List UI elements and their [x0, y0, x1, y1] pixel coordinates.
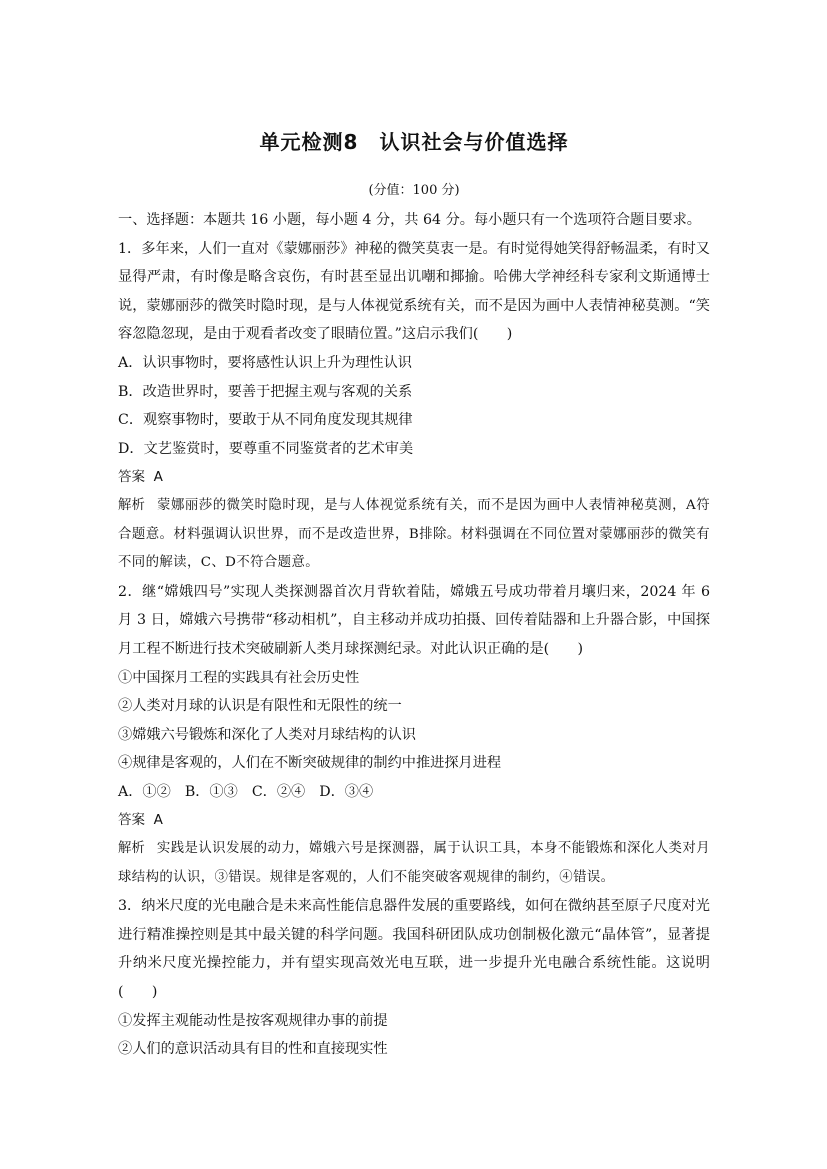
question-2-item-1: ①中国探月工程的实践具有社会历史性 [118, 669, 360, 686]
analysis-text: 蒙娜丽莎的微笑时隐时现，是与人体视觉系统有关，而不是因为画中人表情神秘莫测，A符合题意。材料强调认识世界，而不是改造世界，B排除。材料强调在不同位置对蒙娜丽莎的微笑有不同的解读，C、D不符合题意。 [118, 497, 711, 571]
answer-label: 答案 [118, 469, 145, 486]
question-3-stem: 3．纳米尺度的光电融合是未来高性能信息器件发展的重要路线，如何在微纳甚至原子尺度对光进行精准操控则是其中最关键的科学问题。我国科研团队成功创制极化激元“晶体管”，显著提升纳米尺度光操控能力，并有望实现高效光电互联，进一步提升光电融合系统性能。这说明( ) [118, 898, 710, 1001]
question-2-stem: 2．继“嫦娥四号”实现人类探测器首次月背软着陆，嫦娥五号成功带着月壤归来，2024 年 6 月 3 日，嫦娥六号携带“移动相机”，自主移动并成功拍摄、回传着陆器和上升器合影，中国探月工程不断进行技术突破刷新人类月球探测纪录。对此认识正确的是( ) [118, 583, 711, 657]
score-note: (分值：100 分) [368, 183, 460, 198]
section-header: 一、选择题：本题共 16 小题，每小题 4 分，共 64 分。每小题只有一个选项符合题目要求。 [118, 212, 701, 228]
question-1-analysis [118, 492, 710, 578]
answer-label: 答案 [118, 812, 145, 829]
choice-b: B．①③ [184, 783, 238, 800]
question-1-option-c: C．观察事物时，要敢于从不同角度发现其规律 [118, 412, 413, 429]
question-3-item-2: ②人们的意识活动具有目的性和直接现实性 [118, 1041, 388, 1058]
answer-value: A [153, 812, 163, 829]
question-2-item-2: ②人类对月球的认识是有限性和无限性的统一 [118, 698, 402, 715]
analysis-text: 实践是认识发展的动力，嫦娥六号是探测器，属于认识工具，本身不能锻炼和深化人类对月球结构的认识，③错误。规律是客观的，人们不能突破客观规律的制约，④错误。 [118, 841, 710, 885]
question-2-item-4: ④规律是客观的，人们在不断突破规律的制约中推进探月进程 [118, 755, 502, 772]
answer-value: A [153, 469, 163, 486]
choice-a: A．①② [118, 783, 171, 800]
question-1-option-d: D．文艺鉴赏时，要尊重不同鉴赏者的艺术审美 [118, 440, 414, 457]
question-1-answer [118, 463, 710, 492]
page-title: 单元检测8 认识社会与价值选择 [259, 130, 569, 154]
question-3-item-1: ①发挥主观能动性是按客观规律办事的前提 [118, 1012, 388, 1029]
question-2-answer [118, 806, 710, 835]
question-2-item-3: ③嫦娥六号锻炼和深化了人类对月球结构的认识 [118, 726, 416, 743]
question-1-option-a: A．认识事物时，要将感性认识上升为理性认识 [118, 354, 412, 371]
choice-d: D．③④ [319, 783, 374, 800]
question-1-option-b: B．改造世界时，要善于把握主观与客观的关系 [118, 383, 413, 400]
analysis-label: 解析 [118, 841, 145, 857]
question-2-choices [118, 778, 710, 807]
document-body [118, 206, 710, 1064]
question-2-analysis [118, 835, 710, 892]
choice-c: C．②④ [251, 783, 306, 800]
analysis-label: 解析 [118, 497, 146, 513]
question-1-stem: 1．多年来，人们一直对《蒙娜丽莎》神秘的微笑莫衷一是。有时觉得她笑得舒畅温柔，有时又显得严肃，有时像是略含哀伤，有时甚至显出讥嘲和揶揄。哈佛大学神经科专家利文斯通博士说，蒙娜丽莎的微笑时隐时现，是与人体视觉系统有关，而不是因为画中人表情神秘莫测。“笑容忽隐忽现，是由于观看者改变了眼睛位置。”这启示我们( ) [118, 240, 710, 343]
